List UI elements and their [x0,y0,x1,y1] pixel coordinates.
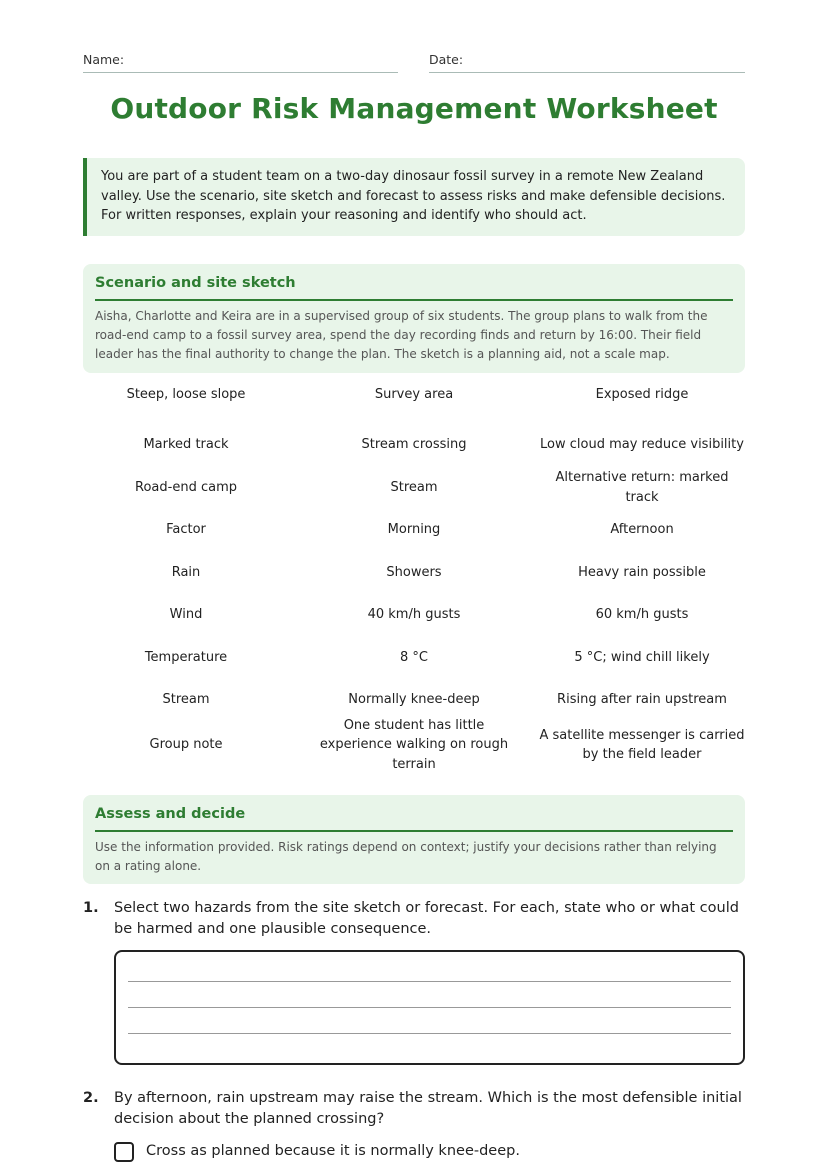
grid-cell: Temperature [144,649,228,665]
page-title: Outdoor Risk Management Worksheet [110,92,718,125]
answer-line [128,981,731,982]
grid-cell: Low cloud may reduce visibility [540,436,744,452]
grid-cell: Rain [171,564,201,580]
grid-cell: Road-end camp [135,479,237,495]
grid-row [83,551,745,594]
grid-cell: Afternoon [610,522,674,538]
checkbox[interactable] [114,1142,134,1162]
grid-row [83,509,745,551]
grid-cell: Heavy rain possible [578,564,706,580]
question-number: 1. [83,900,99,916]
question-text: By afternoon, rain upstream may raise the stream. Which is the most defensible initial decision about the planned crossing? [114,1090,742,1127]
sketch-forecast-grid [83,380,745,772]
grid-cell: One student has little experience walking on rough terrain [319,717,509,772]
grid-cell: Group note [149,737,223,753]
grid-cell: Steep, loose slope [126,387,246,403]
grid-cell: Stream [162,692,210,708]
grid-cell: Showers [386,564,442,580]
grid-cell: Survey area [374,387,454,403]
grid-cell: Exposed ridge [595,387,689,403]
grid-cell: 40 km/h gusts [367,607,461,623]
assess-heading: Assess and decide [95,804,733,832]
intro-callout: You are part of a student team on a two-day dinosaur fossil survey in a remote New Zealand valley. Use the scenario, site sketch and forecast to assess risks and make defensible decisions. For written responses, explain your reasoning and identify who should act. [83,158,745,236]
grid-row [83,423,745,466]
scenario-panel [83,264,745,373]
name-label: Name: [83,52,125,67]
grid-row [83,594,745,636]
answer-box[interactable] [114,950,745,1065]
assess-panel [83,795,745,884]
grid-cell: Wind [169,607,203,623]
grid-row [83,466,745,509]
answer-line [128,1007,731,1008]
name-field[interactable] [83,52,398,73]
question-text: Select two hazards from the site sketch or forecast. For each, state who or what could be harmed and one plausible consequence. [114,900,739,937]
grid-cell: A satellite messenger is carried by the field leader [539,727,745,762]
grid-cell: 5 °C; wind chill likely [574,649,710,665]
grid-row [83,636,745,679]
option-label: Cross as planned because it is normally knee-deep. [146,1143,520,1159]
grid-cell: Factor [166,522,206,538]
grid-row [83,380,745,410]
question-1 [83,898,745,940]
option-cross-as-planned[interactable] [114,1141,520,1162]
date-label: Date: [429,52,464,67]
grid-row [83,717,745,772]
grid-cell: Rising after rain upstream [557,692,727,708]
grid-cell: 8 °C [400,649,428,665]
answer-line [128,1033,731,1034]
grid-cell: Stream crossing [361,436,467,452]
date-field[interactable] [429,52,745,73]
grid-row [83,679,745,721]
grid-cell: Marked track [143,436,229,452]
grid-cell: Stream [390,479,438,495]
question-number: 2. [83,1090,99,1106]
grid-cell: Morning [387,522,441,538]
scenario-text: Aisha, Charlotte and Keira are in a supervised group of six students. The group plans to walk from the road-end camp to a fossil survey area, spend the day recording finds and return by 16:00. Their field leader has the final authority to change the plan. The sketch is a planning aid, not a scale map. [95,309,708,361]
grid-cell: Alternative return: marked track [555,470,729,505]
question-2 [83,1088,745,1130]
name-date-row [83,52,745,74]
scenario-heading: Scenario and site sketch [95,273,733,301]
grid-cell: 60 km/h gusts [595,607,689,623]
assess-text: Use the information provided. Risk ratings depend on context; justify your decisions rather than relying on a rating alone. [95,840,717,873]
grid-cell: Normally knee-deep [348,692,480,708]
